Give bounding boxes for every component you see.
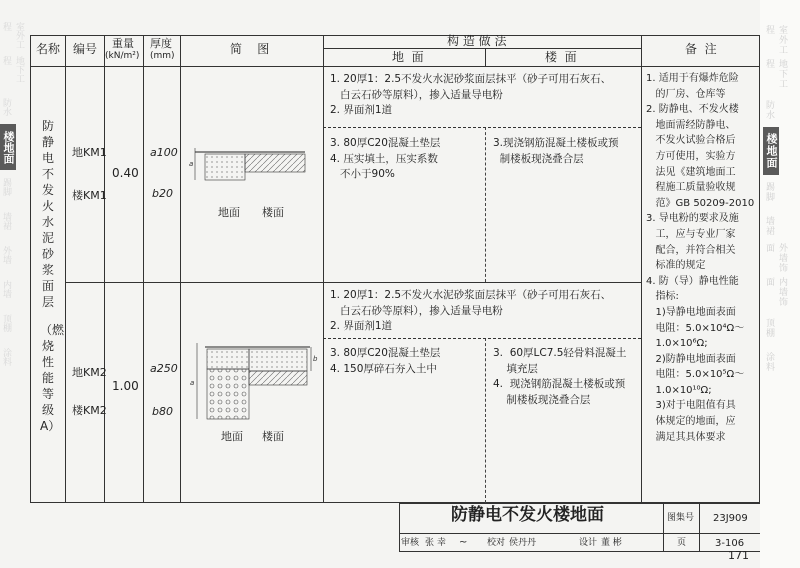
text-line: 制楼板现浇叠合层 xyxy=(493,393,591,406)
text-line: 4. 现浇钢筋混凝土楼板或预 xyxy=(493,378,626,390)
thick-b-2: b80 xyxy=(152,405,173,418)
text-line: 指标: xyxy=(646,291,679,303)
text-line: 3)对于电阻值有具 xyxy=(646,400,736,412)
svg-text:a: a xyxy=(189,160,194,168)
text-line: 3. 导电粉的要求及施 xyxy=(646,213,739,225)
diagram2-floor-label: 楼面 xyxy=(262,430,284,443)
atlas-number: 23J909 xyxy=(713,513,748,524)
text-line: 体规定的地面，应 xyxy=(646,416,736,428)
header-ground: 地 面 xyxy=(392,50,424,64)
diagram1-floor-label: 楼面 xyxy=(262,206,284,219)
remarks-list xyxy=(646,71,754,445)
thick-b-1: b20 xyxy=(152,187,173,200)
row1-ground-steps xyxy=(330,136,440,183)
text-line: 白云石砂等原料），掺入适量导电粉 xyxy=(330,88,503,101)
text-line: 2. 界面剂1道 xyxy=(330,320,393,332)
text-line: 白云石砂等原料），掺入适量导电粉 xyxy=(330,304,503,317)
text-line: 方可使用，实验方 xyxy=(646,150,736,162)
text-line: 1.0×10⁶Ω; xyxy=(646,338,708,350)
text-line: 程施工质量验收规 xyxy=(646,182,736,194)
header-code: 编号 xyxy=(73,42,98,56)
svg-text:b: b xyxy=(313,355,318,363)
side-tab[interactable]: 内墙饰面 xyxy=(764,277,787,307)
left-tab[interactable]: 内墙 xyxy=(1,280,11,298)
row2-ground-steps xyxy=(330,346,440,377)
text-line: 范》GB 50209-2010 xyxy=(646,197,755,209)
text-line: 3. 80厚C20混凝土垫层 xyxy=(330,137,441,149)
text-line: 4. 防（导）静电性能 xyxy=(646,275,739,287)
text-line: 2)防静电地面表面 xyxy=(646,353,736,365)
row1-floor-steps xyxy=(493,136,619,167)
side-tab[interactable]: 楼地面 xyxy=(763,127,779,175)
text-line: 4. 150厚碎石夯入土中 xyxy=(330,362,437,375)
left-tab[interactable]: 室外工程 xyxy=(1,22,24,49)
left-tab[interactable]: 踢脚 xyxy=(1,178,11,196)
left-tab[interactable]: 地下工程 xyxy=(1,56,24,83)
section-diagram-1 xyxy=(185,140,315,200)
header-floor: 楼 面 xyxy=(545,50,577,64)
thick-a-1: a100 xyxy=(150,146,178,159)
text-line: 电阻：5.0×10⁴Ω～ xyxy=(646,322,745,334)
diagram2-ground-label: 地面 xyxy=(221,430,243,443)
fire-rating: （燃烧性能等级A） xyxy=(40,323,65,433)
code-ground-2: 地KM2 xyxy=(72,366,107,379)
text-line: 的厂房、仓库等 xyxy=(646,88,726,100)
chapter-sidebar xyxy=(760,0,800,568)
diagram1-ground-label: 地面 xyxy=(218,206,240,219)
design-label: 设计 xyxy=(579,538,598,548)
text-line: 满足其具体要求 xyxy=(646,431,726,443)
title-block xyxy=(399,503,760,551)
text-line: 制楼板现浇叠合层 xyxy=(493,152,584,165)
row2-common-steps xyxy=(330,288,611,335)
weight-2: 1.00 xyxy=(112,379,139,393)
text-line: 1. 20厚1：2.5不发火水泥砂浆面层抹平（砂子可用石灰石、 xyxy=(330,73,612,85)
header-weight: 重量 xyxy=(112,37,134,50)
reviewer-name: 张 幸 xyxy=(425,538,446,548)
row1-common-steps xyxy=(330,72,611,119)
left-tab[interactable]: 楼地面 xyxy=(0,124,16,170)
review-label: 审核 xyxy=(401,538,420,548)
text-line: 标准的规定 xyxy=(646,260,706,272)
text-line: 1)导静电地面表面 xyxy=(646,306,736,318)
side-tab[interactable]: 室外工程 xyxy=(764,25,787,55)
text-line: 3.现浇钢筋混凝土楼板或预 xyxy=(493,137,619,149)
header-weight-unit: (kN/m²) xyxy=(105,51,140,61)
header-thickness: 厚度 xyxy=(150,37,172,50)
side-tab[interactable]: 防水 xyxy=(764,100,774,120)
text-line: 配合，并符合相关 xyxy=(646,244,736,256)
text-line: 1. 适用于有爆炸危险 xyxy=(646,73,739,84)
text-line: 2. 界面剂1道 xyxy=(330,104,393,116)
header-diagram: 简 图 xyxy=(230,42,270,56)
text-line: 地面需经防静电、 xyxy=(646,119,736,131)
check-label: 校对 xyxy=(487,538,506,548)
weight-1: 0.40 xyxy=(112,166,139,180)
code-ground-1: 地KM1 xyxy=(72,146,107,159)
text-line: 填充层 xyxy=(493,362,538,375)
left-tab[interactable]: 顶棚 xyxy=(1,314,11,332)
text-line: 1.0×10¹⁰Ω; xyxy=(646,384,712,396)
text-line: 2. 防静电、不发火楼 xyxy=(646,104,739,116)
checker-name: 侯丹丹 xyxy=(509,538,537,548)
left-tab[interactable]: 墙裙 xyxy=(1,212,11,230)
side-tab[interactable]: 踢脚 xyxy=(764,182,774,202)
page-number: 171 xyxy=(728,549,749,562)
side-tab[interactable]: 地下工程 xyxy=(764,59,787,89)
thick-a-2: a250 xyxy=(150,362,178,375)
sheet-title: 防静电不发火楼地面 xyxy=(451,505,604,525)
text-line: 不小于90% xyxy=(330,168,395,180)
side-tab[interactable]: 外墙饰面 xyxy=(764,243,787,273)
svg-text:a: a xyxy=(190,379,195,387)
page-ref: 3-106 xyxy=(715,538,745,549)
header-construction: 构 造 做 法 xyxy=(447,34,507,48)
header-remarks: 备 注 xyxy=(685,42,717,56)
section-diagram-2 xyxy=(185,335,320,425)
text-line: 3. 80厚C20混凝土垫层 xyxy=(330,347,441,359)
header-thickness-unit: (mm) xyxy=(150,51,175,61)
text-line: 3. 60厚LC7.5轻骨料混凝土 xyxy=(493,347,627,359)
designer-name: 董 彬 xyxy=(601,538,622,548)
text-line: 4. 压实填土，压实系数 xyxy=(330,152,438,165)
left-tab[interactable]: 防水 xyxy=(1,98,11,116)
text-line: 工，应与专业厂家 xyxy=(646,228,736,240)
row2-floor-steps xyxy=(493,346,626,408)
side-tab[interactable]: 涂料 xyxy=(764,352,774,372)
side-tab[interactable]: 墙裙 xyxy=(764,216,774,236)
material-name: 防静电不发火水泥砂浆面层 xyxy=(41,119,54,309)
text-line: 法见《建筑地面工 xyxy=(646,166,736,178)
atlas-label: 图集号 xyxy=(667,513,695,523)
page-label: 页 xyxy=(677,538,687,548)
code-floor-1: 楼KM1 xyxy=(72,189,107,202)
side-tab[interactable]: 顶棚 xyxy=(764,318,774,338)
reviewer-signature: ~ xyxy=(459,537,468,548)
header-name: 名称 xyxy=(36,42,61,56)
left-tab-strip xyxy=(0,22,24,374)
text-line: 电阻：5.0×10⁵Ω～ xyxy=(646,369,745,381)
text-line: 不发火试验合格后 xyxy=(646,135,736,147)
left-tab[interactable]: 涂料 xyxy=(1,348,11,366)
left-tab[interactable]: 外墙 xyxy=(1,246,11,264)
code-floor-2: 楼KM2 xyxy=(72,404,107,417)
text-line: 1. 20厚1：2.5不发火水泥砂浆面层抹平（砂子可用石灰石、 xyxy=(330,289,612,301)
